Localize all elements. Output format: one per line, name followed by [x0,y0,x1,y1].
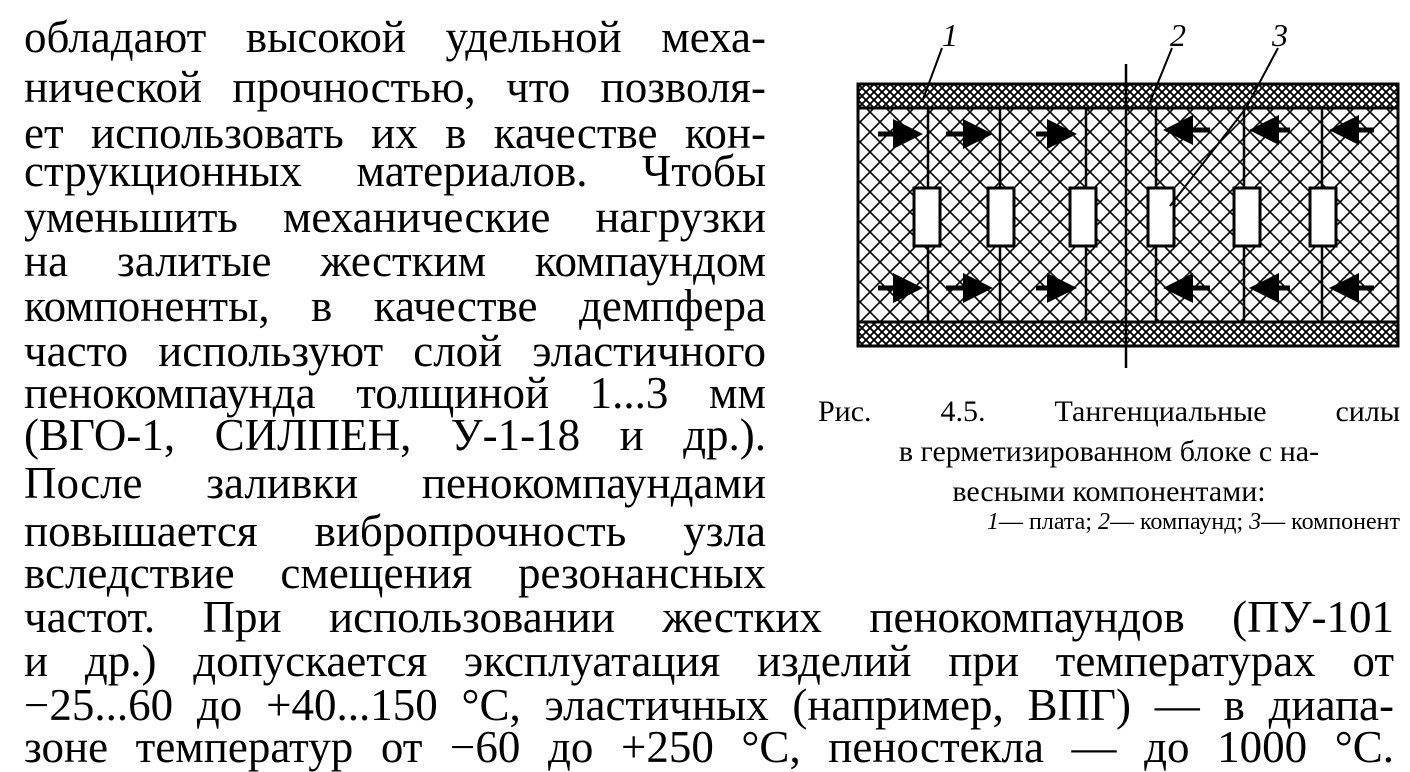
block-diagram [850,12,1410,372]
text-line: зоне температур от −60 до +250 °С, пеностекла — до 1000 °С. [24,722,1394,772]
text-line: пенокомпаунда толщиной 1...3 мм [24,368,766,418]
board-bottom [858,322,1398,346]
figure-caption [818,392,1400,512]
figure-sealed-block [850,12,1410,372]
legend-num-3: 3 [1249,509,1262,535]
text-line: После заливки пенокомпаундами [24,458,766,508]
text-line: компоненты, в качестве демпфера [24,281,766,331]
text-line: часто используют слой эластичного [24,326,766,376]
label-2: 2 [1170,17,1186,53]
caption-line: весными компонентами: [952,475,1266,508]
text-line: на залитые жестким компаундом [24,236,766,286]
caption-line: Рис. 4.5. Тангенциальные силы [818,395,1400,428]
figure-legend [818,506,1400,538]
legend-text-3: — компонент [1261,509,1400,535]
text-line: (ВГО-1, СИЛПЕН, У-1-18 и др.). [24,410,766,460]
text-line: вследствие смещения резонансных [24,548,766,598]
text-line: и др.) допускается эксплуатация изделий при температурах от [24,636,1394,686]
board-top [858,84,1398,108]
text-line: повышается вибропрочность узла [24,506,766,556]
label-1: 1 [942,17,958,53]
text-line: −25...60 до +40...150 °С, эластичных (например, ВПГ) — в диапа- [24,680,1394,730]
label-3: 3 [1272,17,1288,53]
legend-num-1: 1 [987,509,1000,535]
text-line: нической прочностью, что позволя- [24,62,766,112]
text-line: струкционных материалов. Чтобы [24,146,766,196]
text-line: ет использовать их в качестве кон- [24,108,766,158]
legend-text-2: — компаунд; [1109,509,1244,535]
caption-line: в герметизированном блоке с на- [898,435,1320,468]
legend-num-2: 2 [1097,509,1110,535]
text-line: обладают высокой удельной меха- [24,12,766,62]
legend-text-1: — плата; [999,509,1092,535]
text-line: частот. При использовании жестких пенокомпаундов (ПУ-101 [24,592,1394,642]
text-line: уменьшить механические нагрузки [24,192,766,242]
